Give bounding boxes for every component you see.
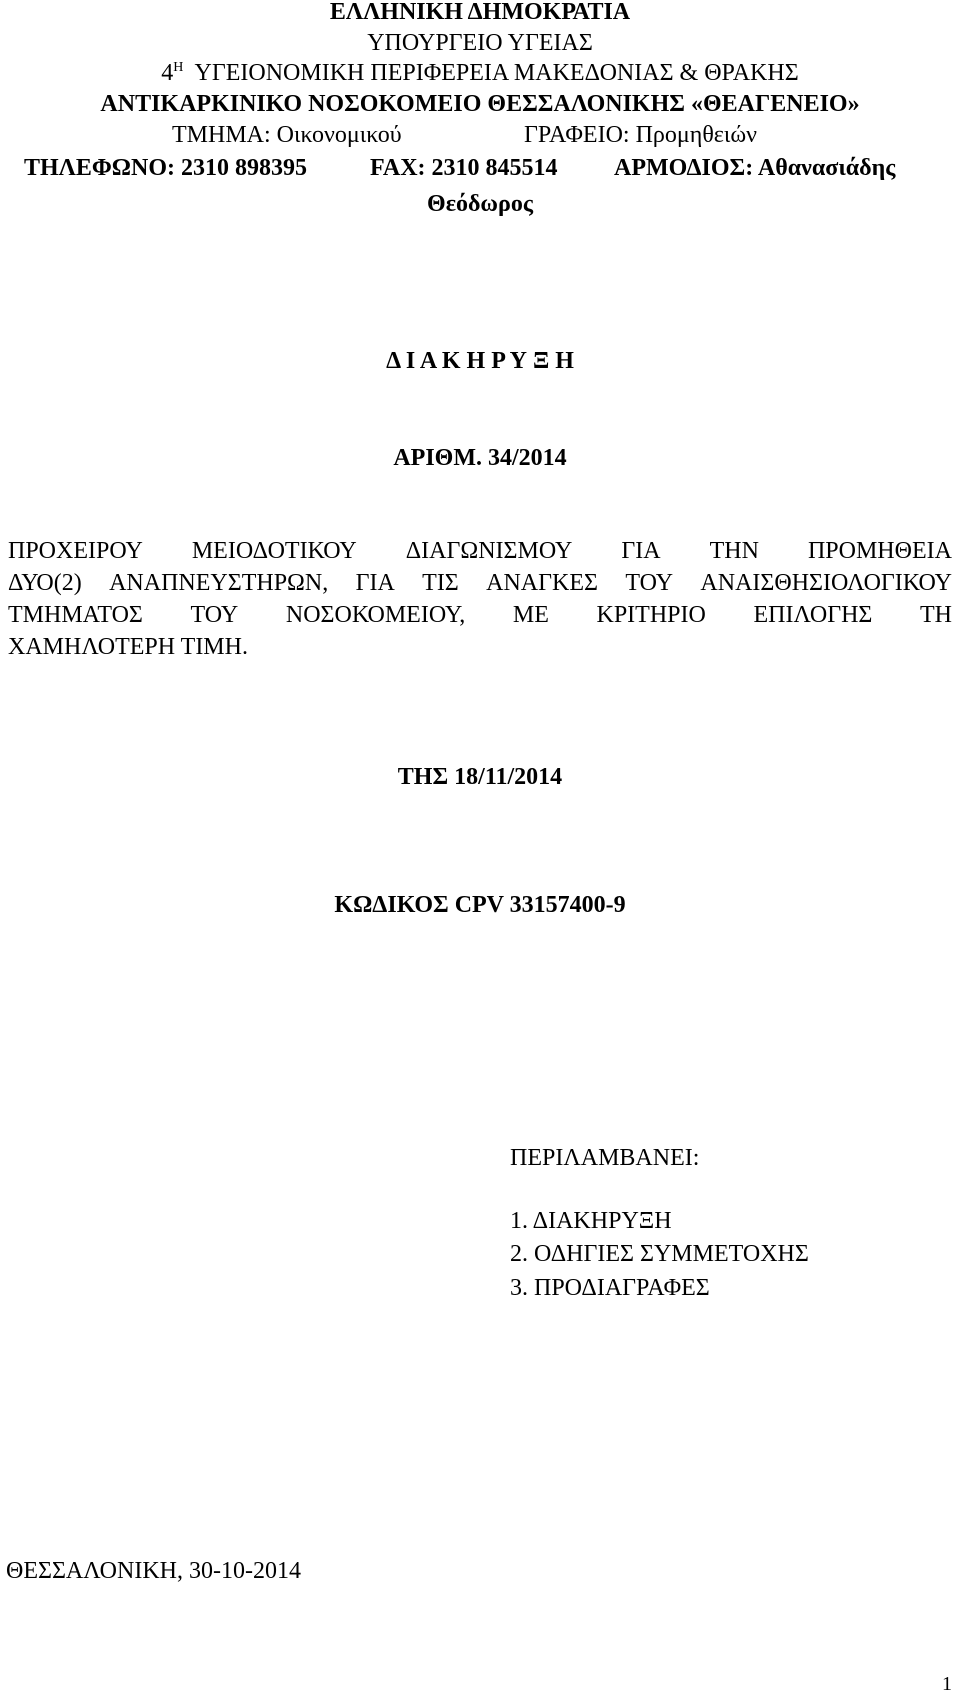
republic-heading: ΕΛΛΗΝΙΚΗ ΔΗΜΟΚΡΑΤΙΑ (329, 0, 631, 25)
description-word: ΓΙΑ (355, 570, 395, 596)
description-word: ΤΙΣ (422, 570, 459, 596)
place-date: ΘΕΣΣΑΛΟΝΙΚΗ, 30-10-2014 (6, 1558, 301, 1584)
description-word: ΔΙΑΓΩΝΙΣΜΟΥ (405, 538, 573, 564)
description-word: ΚΡΙΤΗΡΙΟ (596, 602, 706, 628)
region-superscript: Η (173, 60, 184, 75)
description-word: ΕΠΙΛΟΓΗΣ (753, 602, 873, 628)
description-word: ΝΟΣΟΚΟΜΕΙΟΥ, (285, 602, 466, 628)
document-number: ΑΡΙΘΜ. 34/2014 (393, 445, 567, 471)
description-word: ΑΝΑΠΝΕΥΣΤΗΡΩΝ, (109, 570, 329, 596)
hospital-name: ΑΝΤΙΚΑΡΚΙΝΙΚΟ ΝΟΣΟΚΟΜΕΙΟ ΘΕΣΣΑΛΟΝΙΚΗΣ «ΘΕΑΓΕΝΕΙΟ» (100, 91, 860, 117)
description-word: ΠΡΟΜΗΘΕΙΑ (807, 538, 952, 564)
office-label: ΓΡΑΦΕΙΟ: Προμηθειών (524, 122, 757, 148)
description-line-3 (8, 600, 952, 630)
description-word: ΑΝΑΓΚΕΣ (486, 570, 598, 596)
description-line-1 (8, 536, 952, 566)
region-number: 4 (161, 60, 174, 86)
contents-item-1: 1. ΔΙΑΚΗΡΥΞΗ (510, 1208, 672, 1234)
description-line-4: ΧΑΜΗΛΟΤΕΡΗ ΤΙΜΗ. (8, 634, 248, 660)
phone-label: ΤΗΛΕΦΩΝΟ: 2310 898395 (24, 155, 307, 181)
description-line-2 (8, 568, 952, 598)
description-word: ΜΕΙΟΔΟΤΙΚΟΥ (191, 538, 357, 564)
description-word: ΤΗΝ (709, 538, 759, 564)
description-word: ΤΜΗΜΑΤΟΣ (8, 602, 143, 628)
region-name: ΥΓΕΙΟΝΟΜΙΚΗ ΠΕΡΙΦΕΡΕΙΑ ΜΑΚΕΔΟΝΙΑΣ & ΘΡΑΚΗΣ (194, 60, 799, 86)
description-word: ΤΟΥ (190, 602, 239, 628)
contents-item-2: 2. ΟΔΗΓΙΕΣ ΣΥΜΜΕΤΟΧΗΣ (510, 1241, 809, 1267)
document-title: Δ Ι Α Κ Η Ρ Υ Ξ Η (386, 348, 574, 374)
contents-heading: ΠΕΡΙΛΑΜΒΑΝΕΙ: (510, 1145, 700, 1171)
department-label: ΤΜΗΜΑ: Οικονομικού (172, 122, 402, 148)
description-word: ΤΟΥ (625, 570, 674, 596)
description-word: ΑΝΑΙΣΘΗΣΙΟΛΟΓΙΚΟΥ (700, 570, 952, 596)
description-word: ΜΕ (512, 602, 549, 628)
health-region-line (0, 58, 960, 88)
page-number: 1 (942, 1673, 952, 1695)
description-word: ΔΥΟ(2) (8, 570, 82, 596)
responsible-name: Θεόδωρος (427, 191, 533, 217)
fax-label: FAX: 2310 845514 (370, 155, 558, 181)
description-word: ΠΡΟΧΕΙΡΟΥ (8, 538, 143, 564)
ministry-line: ΥΠΟΥΡΓΕΙΟ ΥΓΕΙΑΣ (367, 30, 593, 56)
responsible-label: ΑΡΜΟΔΙΟΣ: Αθανασιάδης (614, 155, 896, 181)
description-word: ΓΙΑ (621, 538, 661, 564)
cpv-code: ΚΩΔΙΚΟΣ CPV 33157400-9 (334, 892, 626, 918)
contents-item-3: 3. ΠΡΟΔΙΑΓΡΑΦΕΣ (510, 1275, 710, 1301)
tender-date: ΤΗΣ 18/11/2014 (397, 764, 563, 790)
description-word: ΤΗ (920, 602, 952, 628)
